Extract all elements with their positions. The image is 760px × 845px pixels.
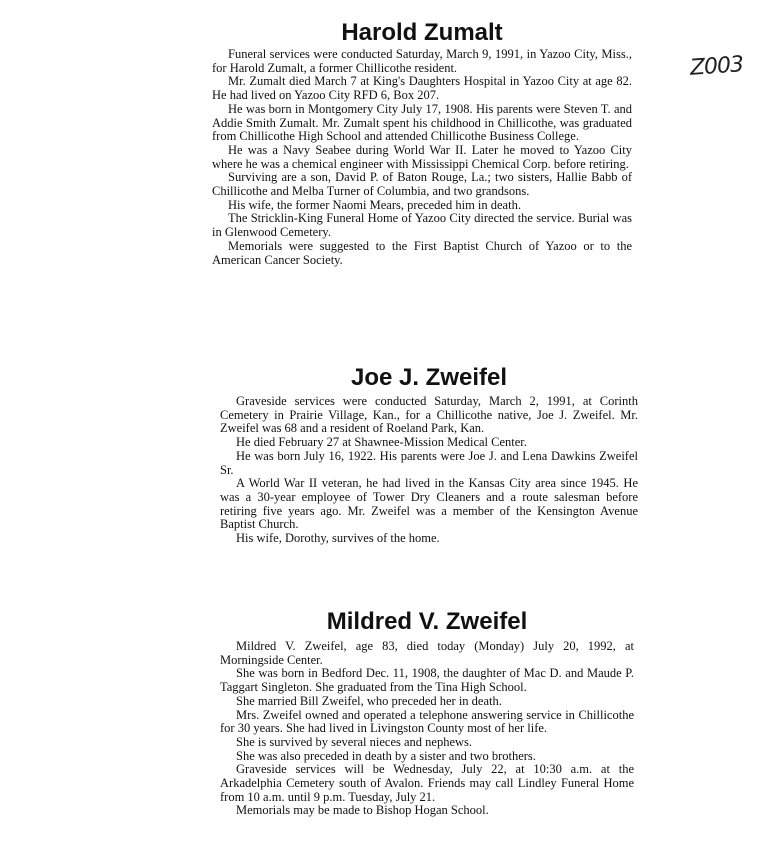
obituary-joe-zweifel bbox=[220, 364, 638, 546]
obituary-paragraph: Memorials may be made to Bishop Hogan School. bbox=[236, 803, 489, 818]
obituary-paragraph: She married Bill Zweifel, who preceded her in death. bbox=[236, 693, 502, 708]
obituary-paragraph: Funeral services were conducted Saturday, March 9, 1991, in Yazoo City, Miss., for Harold Zumalt, a former Chillicothe resident. bbox=[212, 47, 632, 75]
obituary-body bbox=[220, 640, 634, 818]
obituary-title: Joe J. Zweifel bbox=[350, 364, 508, 391]
obituary-paragraph: Mrs. Zweifel owned and operated a telephone answering service in Chillicothe for 30 years. She had lived in Livingston County most of her life. bbox=[220, 707, 634, 736]
obituary-paragraph: He was born in Montgomery City July 17, 1908. His parents were Steven T. and Addie Smith Zumalt. Mr. Zumalt spent his childhood in Chillicothe, was graduated from Chillicothe High School and attended Chillicothe Business College. bbox=[212, 101, 632, 144]
obituary-paragraph: She was also preceded in death by a sister and two brothers. bbox=[236, 748, 536, 763]
obituary-title: Harold Zumalt bbox=[341, 19, 503, 46]
obituary-paragraph: His wife, Dorothy, survives of the home. bbox=[236, 531, 440, 546]
obituary-paragraph: Memorials were suggested to the First Baptist Church of Yazoo or to the American Cancer Society. bbox=[212, 238, 632, 267]
obituary-paragraph: Mr. Zumalt died March 7 at King's Daughters Hospital in Yazoo City at age 82. He had lived on Yazoo City RFD 6, Box 207. bbox=[212, 74, 632, 103]
obituary-paragraph: He was a Navy Seabee during World War II. Later he moved to Yazoo City where he was a chemical engineer with Mississippi Chemical Corp. before retiring. bbox=[212, 142, 632, 171]
obituary-paragraph: Mildred V. Zweifel, age 83, died today (Monday) July 20, 1992, at Morningside Center. bbox=[220, 639, 634, 667]
obituary-title: Mildred V. Zweifel bbox=[326, 608, 528, 635]
obituary-paragraph: The Stricklin-King Funeral Home of Yazoo City directed the service. Burial was in Glenwood Cemetery. bbox=[212, 211, 632, 240]
obituary-mildred-zweifel bbox=[220, 608, 634, 818]
obituary-harold-zumalt bbox=[212, 19, 632, 267]
obituary-paragraph: He was born July 16, 1922. His parents were Joe J. and Lena Dawkins Zweifel Sr. bbox=[220, 448, 638, 477]
obituary-paragraph: His wife, the former Naomi Mears, preceded him in death. bbox=[228, 197, 521, 212]
obituary-body bbox=[220, 395, 638, 546]
obituary-paragraph: He died February 27 at Shawnee-Mission Medical Center. bbox=[236, 435, 527, 450]
obituary-paragraph: Surviving are a son, David P. of Baton Rouge, La.; two sisters, Hallie Babb of Chillicothe and Melba Turner of Columbia, and two grandsons. bbox=[212, 170, 632, 199]
obituary-paragraph: Graveside services will be Wednesday, July 22, at 10:30 a.m. at the Arkadelphia Cemetery south of Avalon. Friends may call Lindley Funeral Home from 10 a.m. until 9 p.m. Tuesday, July 21. bbox=[220, 762, 634, 804]
obituary-body bbox=[212, 48, 632, 267]
obituary-paragraph: Graveside services were conducted Saturday, March 2, 1991, at Corinth Cemetery in Prairie Village, Kan., for a Chillicothe native, Joe J. Zweifel. Mr. Zweifel was 68 and a resident of Roeland Park, Kan. bbox=[220, 394, 638, 436]
obituary-paragraph: She was born in Bedford Dec. 11, 1908, the daughter of Mac D. and Maude P. Taggart Singleton. She graduated from the Tina High School. bbox=[220, 666, 634, 695]
obituary-paragraph: A World War II veteran, he had lived in the Kansas City area since 1945. He was a 30-year employee of Tower Dry Cleaners and a route salesman before retiring five years ago. Mr. Zweifel was a member of the Kensington Avenue Baptist Church. bbox=[220, 476, 638, 532]
obituary-paragraph: She is survived by several nieces and nephews. bbox=[236, 734, 473, 749]
handwritten-note: Z003 bbox=[689, 52, 744, 81]
